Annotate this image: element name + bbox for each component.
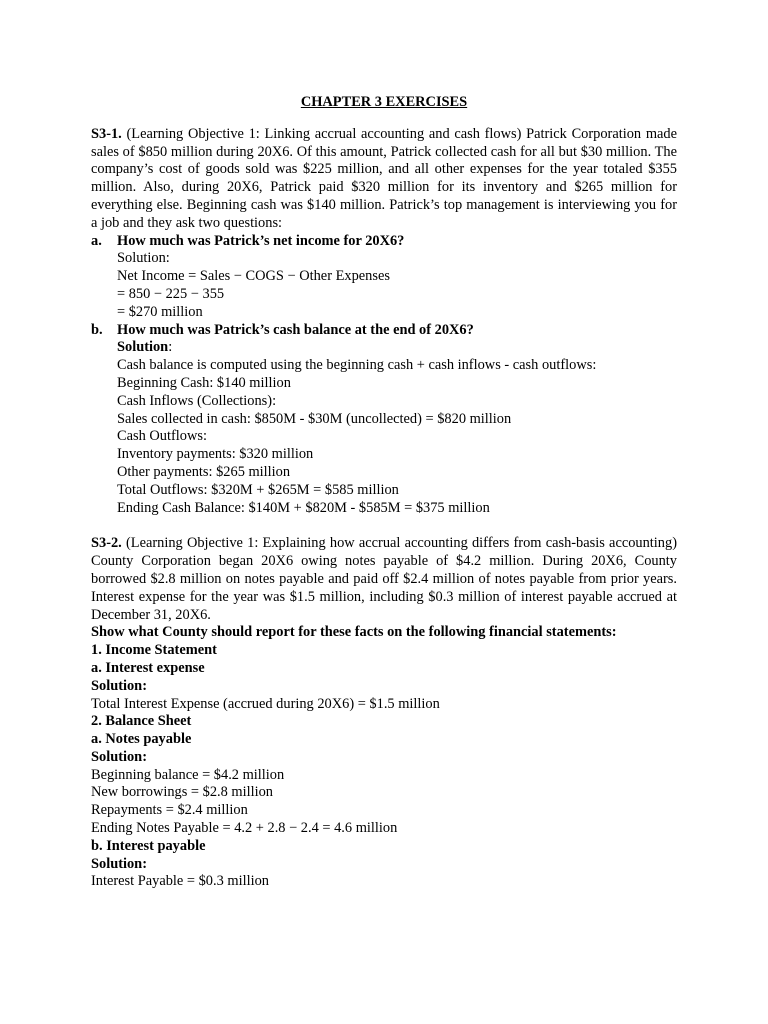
item-heading: a. Interest expense	[91, 659, 205, 676]
section-spacer	[91, 517, 677, 535]
question-a	[91, 233, 677, 251]
solution-line: Beginning Cash: $140 million	[117, 374, 291, 391]
solution-label: Solution:	[91, 855, 147, 872]
solution-line: Solution:	[117, 250, 170, 267]
solution-line: Total Interest Expense (accrued during 20X6) = $1.5 million	[91, 695, 440, 712]
exercise-text: (Learning Objective 1: Explaining how accrual accounting differs from cash-basis accounting) County Corporation began 20X6 owing notes payable of $4.2 million. During 20X6, County borrowed $2.8 million on notes payable and paid off $2.4 million of notes payable from prior years. Interest expense for the year was $1.5 million, including $0.3 million of interest payable accrued at December 31, 20X6.	[91, 535, 677, 623]
solution-line: Cash Inflows (Collections):	[117, 392, 277, 409]
exercise-instruction: Show what County should report for these facts on the following financial statements:	[91, 624, 617, 641]
solution-line: Ending Cash Balance: $140M + $820M - $585M = $375 million	[117, 499, 490, 516]
solution-line: Interest Payable = $0.3 million	[91, 873, 269, 890]
exercise-s3-1-paragraph	[91, 126, 677, 233]
document-body	[91, 94, 677, 891]
item-heading: b. Interest payable	[91, 837, 206, 854]
solution-label: Solution	[117, 339, 169, 356]
solution-line: Other payments: $265 million	[117, 463, 291, 480]
exercise-label: S3-1.	[91, 125, 122, 142]
item-heading: a. Notes payable	[91, 731, 192, 748]
solution-line: Cash Outflows:	[117, 428, 207, 445]
solution-b	[91, 339, 677, 517]
page-title: CHAPTER 3 EXERCISES	[300, 94, 468, 110]
exercise-label: S3-2.	[91, 535, 122, 552]
question-text: How much was Patrick’s cash balance at the end of 20X6?	[117, 321, 474, 338]
solution-line: Inventory payments: $320 million	[117, 446, 314, 463]
solution-line: Sales collected in cash: $850M - $30M (uncollected) = $820 million	[117, 410, 512, 427]
section-heading: 1. Income Statement	[91, 642, 217, 659]
solution-line: Beginning balance = $4.2 million	[91, 766, 285, 783]
solution-line: = $270 million	[117, 303, 203, 320]
solution-a	[91, 250, 677, 321]
solution-line: Total Outflows: $320M + $265M = $585 million	[117, 481, 399, 498]
solution-line: Cash balance is computed using the beginning cash + cash inflows - cash outflows:	[117, 357, 597, 374]
solution-line: New borrowings = $2.8 million	[91, 784, 273, 801]
solution-label: Solution:	[91, 748, 147, 765]
solution-line: Net Income = Sales − COGS − Other Expenses	[117, 268, 390, 285]
question-marker: a.	[91, 232, 102, 249]
solution-label: Solution:	[91, 677, 147, 694]
question-b	[91, 322, 677, 340]
section-heading: 2. Balance Sheet	[91, 713, 192, 730]
solution-line: Repayments = $2.4 million	[91, 802, 248, 819]
solution-line: = 850 − 225 − 355	[117, 285, 225, 302]
exercise-text: (Learning Objective 1: Linking accrual accounting and cash flows) Patrick Corporation made sales of $850 million during 20X6. Of this amount, Patrick collected cash for all but $30 million. The company’s cost of goods sold was $225 million, and all other expenses for the year totaled $355 million. Also, during 20X6, Patrick paid $320 million for its inventory and $265 million for everything else. Beginning cash was $140 million. Patrick’s top management is interviewing you for a job and they ask two questions:	[91, 125, 677, 231]
solution-line: Ending Notes Payable = 4.2 + 2.8 − 2.4 = 4.6 million	[91, 820, 398, 837]
question-marker: b.	[91, 321, 103, 338]
question-text: How much was Patrick’s net income for 20X6?	[117, 232, 405, 249]
solution-heading	[117, 339, 677, 357]
solution-colon: :	[168, 339, 173, 356]
exercise-s3-2-paragraph	[91, 535, 677, 624]
